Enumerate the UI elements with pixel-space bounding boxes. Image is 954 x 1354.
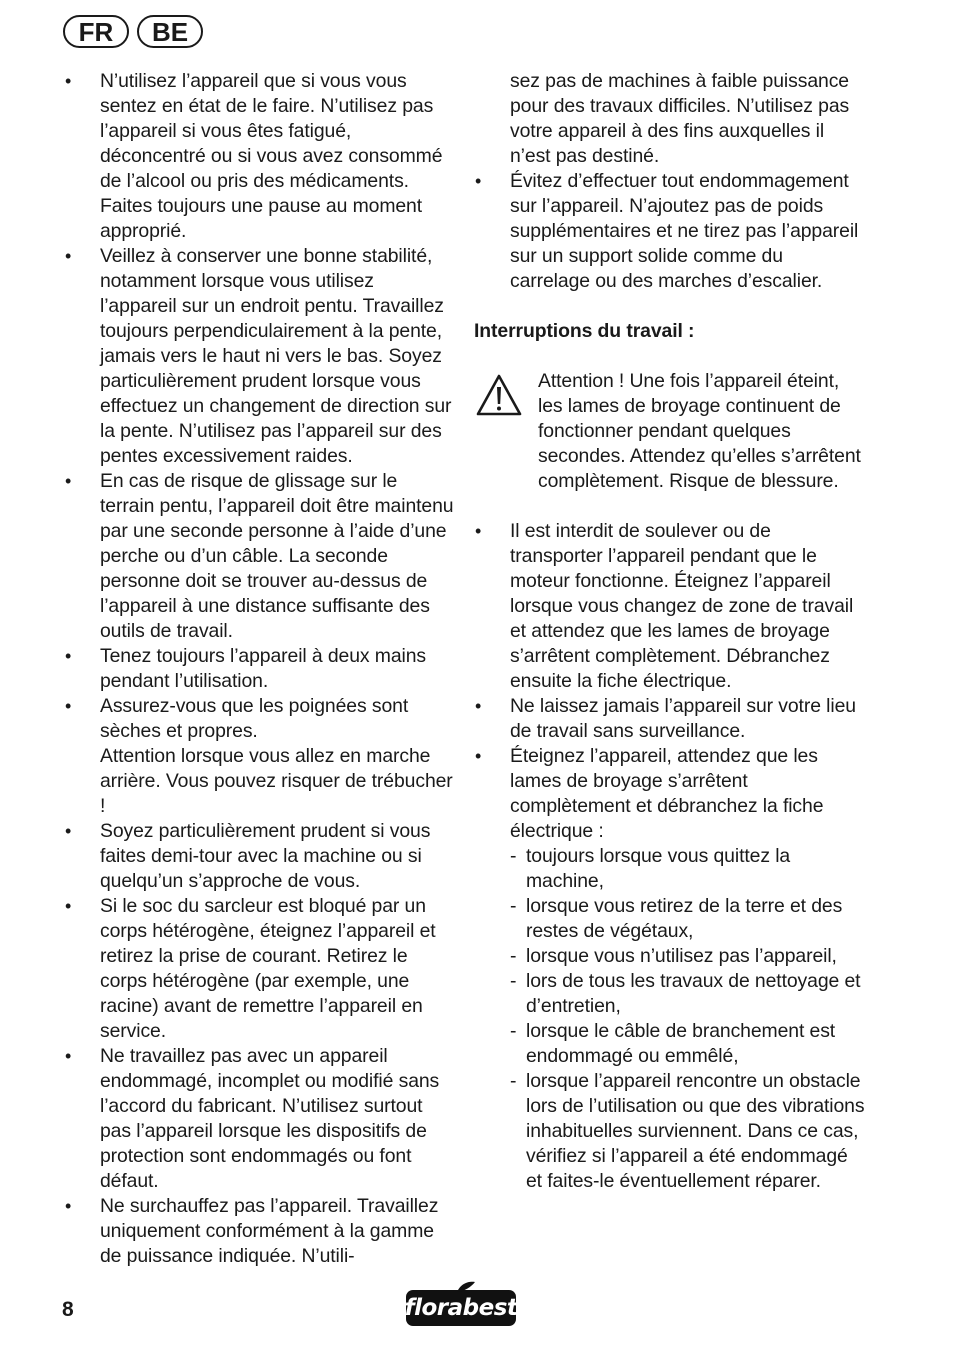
list-item: • Veillez à conserver une bonne stabilité, notamment lorsque vous utilisez l’appareil sur un endroit pentu. Travaillez toujours perpendiculairement à la pente, jamais vers le haut ni vers le bas. Soyez particulièrement prudent lorsque vous effectuez un changement de direction sur la pente. N’utilisez pas l’appareil sur des pentes excessivement raides. [64,244,454,469]
dash-item: - toujours lorsque vous quittez la machine, [510,844,866,894]
right-column [474,69,866,1194]
warning-text: Attention ! Une fois l’appareil éteint, les lames de broyage continuent de fonctionner pendant quelques secondes. Attendez qu’elles s’arrêtent complètement. Risque de blessure. [538,370,861,492]
list-item-extra: Attention lorsque vous allez en marche arrière. Vous pouvez risquer de trébucher ! [100,745,453,817]
list-item: • Si le soc du sarcleur est bloqué par un corps hétérogène, éteignez l’appareil et retirez la prise de courant. Retirez le corps hétérogène (par exemple, une racine) avant de remettre l’appareil en service. [64,894,454,1044]
language-badges [63,15,203,48]
dash-item: - lors de tous les travaux de nettoyage et d’entretien, [510,969,866,1019]
list-item-text: • Assurez-vous que les poignées sont sèches et propres. [100,695,409,742]
warning-triangle-icon [475,373,523,417]
logo-text: florabest [404,1295,518,1321]
interruption-bullet-list [474,519,866,1194]
list-item: • Évitez d’effectuer tout endommagement sur l’appareil. N’ajoutez pas de poids supplémentaires et ne tirez pas l’appareil sur un support solide comme du carrelage ou des marches d’escalier. [474,169,866,294]
list-item: • Soyez particulièrement prudent si vous faites demi-tour avec la machine ou si quelqu’un s’approche de vous. [64,819,454,894]
list-item: • Tenez toujours l’appareil à deux mains pendant l’utilisation. [64,644,454,694]
lang-badge-be: BE [137,15,203,48]
list-item-text: • Éteignez l’appareil, attendez que les lames de broyage s’arrêtent complètement et débranchez la fiche électrique : [510,745,824,842]
florabest-logo [406,1290,516,1326]
list-item: • N’utilisez l’appareil que si vous vous sentez en état de le faire. N’utilisez pas l’appareil si vous êtes fatigué, déconcentré ou si vous avez consommé de l’alcool ou pris des médicaments. Faites toujours une pause au moment approprié. [64,69,454,244]
continued-text: sez pas de machines à faible puissance pour des travaux difficiles. N’utilisez pas votre appareil à des fins auxquelles il n’est pas destiné. [510,70,850,167]
leaf-icon [456,1281,476,1293]
page-number: 8 [62,1298,74,1321]
list-item [474,744,866,1194]
list-item: • Il est interdit de soulever ou de transporter l’appareil pendant que le moteur fonctionne. Éteignez l’appareil lorsque vous changez de zone de travail et attendez que les lames de broyage s’arrêtent complètement. Débranchez ensuite la fiche électrique. [474,519,866,694]
safety-bullet-list-top [474,169,866,294]
dash-item: - lorsque l’appareil rencontre un obstacle lors de l’utilisation ou que des vibrations inhabituelles surviennent. Dans ce cas, vérifiez si l’appareil a été endommagé et faites-le éventuellement réparer. [510,1069,866,1194]
list-item: • Ne surchauffez pas l’appareil. Travaillez uniquement conformément à la gamme de puissance indiquée. N’utili- [64,1194,454,1269]
warning-block [474,369,866,494]
list-item: • Ne travaillez pas avec un appareil endommagé, incomplet ou modifié sans l’accord du fabricant. N’utilisez surtout pas l’appareil lorsque les dispositifs de protection sont endommagés ou font défaut. [64,1044,454,1194]
dash-item: - lorsque le câble de branchement est endommagé ou emmêlé, [510,1019,866,1069]
lang-badge-fr: FR [63,15,129,48]
section-title: Interruptions du travail : [474,320,695,342]
list-item: • Ne laissez jamais l’appareil sur votre lieu de travail sans surveillance. [474,694,866,744]
left-column [64,69,454,1269]
list-item [64,694,454,819]
safety-bullet-list [64,69,454,1269]
dash-sub-list [510,844,866,1194]
dash-item: - lorsque vous n’utilisez pas l’appareil, [510,944,866,969]
dash-item: - lorsque vous retirez de la terre et des restes de végétaux, [510,894,866,944]
list-item: • En cas de risque de glissage sur le terrain pentu, l’appareil doit être maintenu par une seconde personne à l’aide d’une perche ou d’un câble. La seconde personne doit se trouver au-dessus de l’appareil à une distance suffisante des outils de travail. [64,469,454,644]
